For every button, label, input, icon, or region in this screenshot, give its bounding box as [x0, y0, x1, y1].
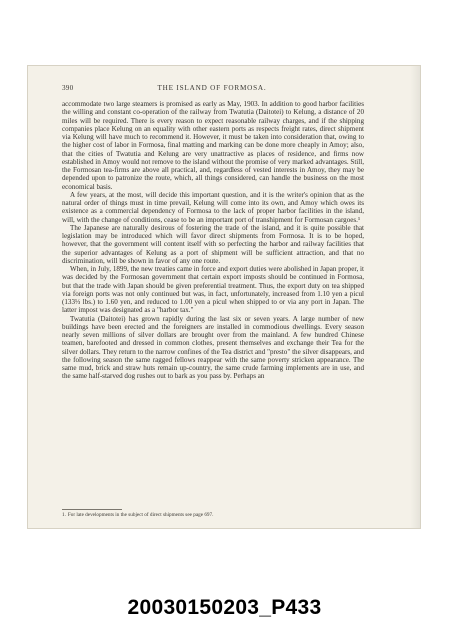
running-head: THE ISLAND OF FORMOSA. [157, 84, 267, 92]
scan-id-label: 20030150203_P433 [127, 596, 322, 619]
footnote [62, 512, 362, 518]
page-edge-shadow [410, 66, 420, 528]
footnote-divider [62, 509, 122, 510]
paragraph-1: accommodate two large steamers is promised as early as May, 1903. In addition to good harbor facilities the willing and constant co-operation of the railway from Twatutia (Daitotei) to Kelung, a distance of 20 miles will be required. There is every reason to expect reasonable railway charges, and if the shipping companies place Kelung on an equality with other eastern ports as respects freight rates, direct shipment via Kelung will have much to recommend it. However, it must be taken into consideration that, owing to the higher cost of labor in Formosa, final matting and marking can be done more cheaply in Amoy; also, that the cities of Twatutia and Kelung are very unattractive as places of residence, and firms now established in Amoy would not remove to the island without the promise of very marked advantages. Still, the Formosan tea-firms are above all practical, and, regardless of vested interests in Amoy, they may be depended upon to patronize the route, which, all things considered, can handle the business on the most economical basis. [62, 100, 364, 191]
footnote-mark: 1. [62, 512, 66, 518]
paragraph-4: When, in July, 1899, the new treaties came in force and export duties were abolished in Japan proper, it was decided by the Formosan government that certain export imposts should be continued in Formosa, but that the trade with Japan should be given preferential treatment. Thus, the export duty on tea shipped via foreign ports was not only continued but was, in fact, unfortunately, increased from 1.10 yen a picul (133⅓ lbs.) to 1.60 yen, and reduced to 1.00 yen a picul when shipped to or via any port in Japan. The latter impost was designated as a "harbor tax." [62, 265, 364, 315]
page-header [62, 84, 362, 94]
paragraph-2: A few years, at the most, will decide this important question, and it is the writer's opinion that as the natural order of things must in time prevail, Kelung will come into its own, and Amoy which owes its existence as a commercial dependency of Formosa to the lack of proper harbor facilities in the island, will, with the change of conditions, cease to be an important port of transhipment for Formosan cargoes.¹ [62, 190, 364, 224]
footnote-text: For late developments in the subject of direct shipments see page 697. [67, 512, 214, 518]
page-number: 390 [62, 84, 74, 92]
body-text [62, 100, 364, 381]
paragraph-5: Twatutia (Daitotei) has grown rapidly during the last six or seven years. A large number of new buildings have been erected and the foreigners are installed in commodious dwellings. Every season nearly seven millions of silver dollars are brought over from the mainland. A few hundred Chinese teamen, barefooted and dressed in common clothes, present themselves and exchange their Tea for the silver dollars. They return to the narrow confines of the Tea district and "presto" the silver disappears, and the following season the same ragged fellows reappear with the same poverty stricken appearance. The same mud, brick and straw huts remain up-country, the same crude farming implements are in use, and the same half-starved dog rushes out to bark as you pass by. Perhaps an [62, 314, 364, 381]
paragraph-3: The Japanese are naturally desirous of fostering the trade of the island, and it is quite possible that legislation may be introduced which will favor direct shipments from Formosa. It is to be hoped, however, that the government will content itself with so perfecting the harbor and railway facilities that the superior advantages of Kelung as a port of shipment will be sufficient attraction, and that no discrimination, will be shown in favor of any one route. [62, 223, 364, 265]
